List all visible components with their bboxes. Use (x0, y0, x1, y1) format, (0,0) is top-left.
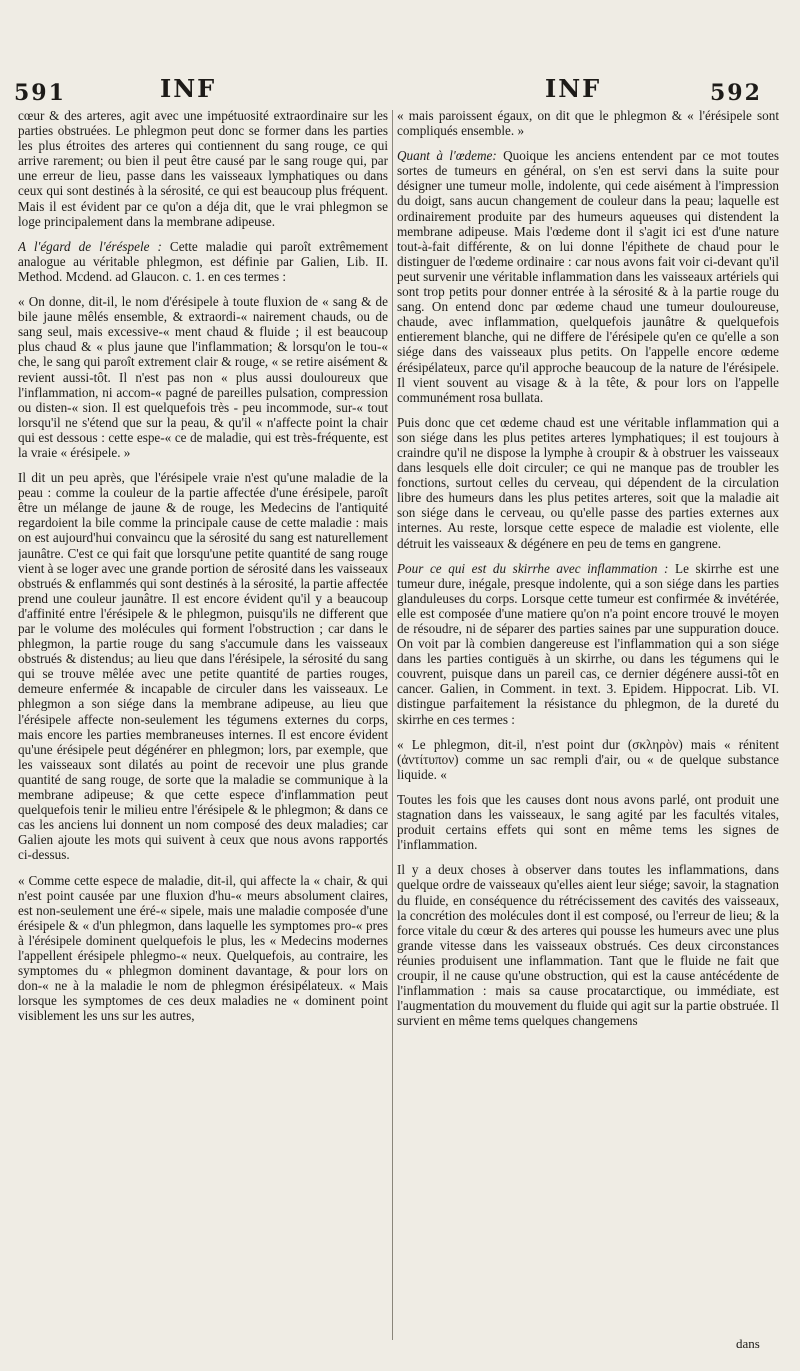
paragraph-lead: Pour ce qui est du skirrhe avec inflammation : (397, 560, 669, 576)
page-number-right: 592 (710, 80, 762, 106)
quotation: « Comme cette espece de maladie, dit-il, qui affecte la « chair, & qui n'est point causée par une fluxion d'hu-« meurs absolument claires, est non-seulement une éré-« sipele, mais une maladie composée d'une érésipele & « d'un phlegmon, dans laquelle les symptomes pro-« pres à l'érésipele dominent quelquefois le plus, les « Medecins modernes l'appellent érésipele phlegmo-« neux. Quelquefois, au contraire, les symptomes du « phlegmon dominent davantage, & pour lors on don-« ne à la maladie le nom de phlegmon érésipélateux. « Mais lorsque les symptomes de ces deux maladies ne « dominent point visiblement les uns sur les autres, (18, 872, 388, 1024)
page-number-left: 591 (14, 80, 66, 106)
quotation: « mais paroissent égaux, on dit que le phlegmon & « l'érésipele sont compliqués ensemble. » (397, 108, 779, 139)
paragraph-lead: A l'égard de l'éréspele : (18, 238, 162, 254)
catchword: dans (736, 1336, 760, 1351)
paragraph: Puis donc que cet œdeme chaud est une véritable inflammation qui a son siége dans les plus petites arteres lymphatiques; il est toujours à craindre qu'il ne dispose la lymphe à croupir & à obstruer les vaisseaux dans lesquels elle doit circuler; ce qui ne manque pas de troubler les fonctions, surtout celles du cerveau, qui dépendent de la circulation libre des humeurs dans les plus petites arteres, soit que la maladie ait son siége dans le cerveau, ou qu'elle passe des parties externes aux internes. Au reste, lorsque cette espece de maladie est violente, elle détruit les vaisseaux & dégénere en peu de tems en gangrene. (397, 414, 779, 551)
paragraph: Il dit un peu après, que l'érésipele vraie n'est qu'une maladie de la peau : comme la couleur de la partie affectée d'une érésipele, paroît être un mélange de jaune & de rouge, les Medecins de l'antiquité regardoient la bile comme la principale cause de cette maladie : mais on est aujourd'hui convaincu que la sérosité du sang est naturellement jaunâtre. C'est ce qui fait que lorsqu'une petite quantité de sang rouge vient à se loger avec une grande portion de sérosité dans les vaisseaux obstrués & enflammés qui sont destinés à la sérosité, la partie affectée prend une couleur jaunâtre. Il est encore évident qu'il y a beaucoup d'affinité entre l'érésipele & le phlegmon, puisqu'ils ne different que par le volume des molécules qui forment l'obstruction ; car dans le phlegmon, la partie rouge du sang s'accumule dans les vaisseaux obstrués & distendus; au lieu que dans l'érésipele, la sérosité du sang qui se trouve mêlée avec une petite quantité de parties rouges, demeure enfermée & incapable de circuler dans les vaisseaux. Le phlegmon a son siége dans la membrane adipeuse, au lieu que l'érésipele affecte non-seulement les tégumens externes du corps, mais encore les parties membraneuses internes. Il est encore évident qu'une érésipele peut dégénérer en phlegmon; lors, par exemple, que les vaisseaux sont dilatés au point de recevoir une plus grande quantité de sang rouge, de sorte que la maladie se communique à la membrane adipeuse; & que cette espece d'inflammation peut quelquefois tenir le milieu entre l'érésipele & le phlegmon; & dans ce cas les anciens lui donnent un nom composé des deux maladies; car Galien ajoute les mots qui suivent à ceux que nous avons rapportés ci-dessus. (18, 470, 388, 863)
running-header (0, 74, 800, 104)
paragraph: Pour ce qui est du skirrhe avec inflammation : Le skirrhe est une tumeur dure, inégale, presque indolente, qui a son siége dans les parties glanduleuses du corps. Lorsque cette tumeur est confirmée & invétérée, elle est composée d'une matiere qu'on n'a point encore trouvé le moyen de résoudre, ni de séparer des parties saines par une suppuration douce. On voit par là combien dangereuse est l'inflammation qui a son siége dans les parties contiguës à un skirrhe, ou dans les tégumens qui le couvrent, puisque dans un pareil cas, ce dernier dégénere aussi-tôt en cancer. Galien, in Comment. in text. 3. Epidem. Hippocrat. Lib. VI. distingue parfaitement la résistance du phlegmon, de la dureté du skirrhe en ces termes : (397, 560, 779, 727)
paragraph-lead: Quant à l'œdeme: (397, 148, 497, 164)
quotation: « On donne, dit-il, le nom d'érésipele à toute fluxion de « sang & de bile jaune mêlés ensemble, & extraordi-« nairement chauds, ou de sang seul, mais excessive-« ment chaud & fluide ; il est beaucoup plus chaud & « plus jaune que l'inflammation; & lorsqu'on le tou-« che, le sang qui paroît extrement clair & rouge, « se retire aisément & revient aussi-tôt. Il n'est pas non « plus aussi douloureux que l'inflammation, ni accom-« pagné de pareilles pulsation, compression ou disten-« sion. Il est quelquefois très - peu incommode, sur-« tout lorsqu'il ne s'étend que sur la peau, & qu'il « n'affecte point la chair qui est dessous : cette espe-« ce de maladie, qui est très-fréquente, est la vraie « érésipele. » (18, 294, 388, 460)
column-divider (392, 110, 393, 1340)
running-head-left: INF (160, 74, 217, 103)
quotation: « Le phlegmon, dit-il, n'est point dur (σκληρὸν) mais « rénitent (ἀντίτυπον) comme un sac rempli d'air, ou « de quelque substance liquide. « (397, 736, 779, 782)
left-column (18, 108, 388, 1363)
paragraph: Toutes les fois que les causes dont nous avons parlé, ont produit une stagnation dans les vaisseaux, le sang agité par les facultés vitales, produit certains effets qui sont en même tems les signes de l'inflammation. (397, 791, 779, 853)
paragraph: A l'égard de l'éréspele : Cette maladie qui paroît extrêmement analogue au véritable phlegmon, est définie par Galien, Lib. II. Method. Mcdend. ad Glaucon. c. 1. en ces termes : (18, 238, 388, 284)
paragraph: Quant à l'œdeme: Quoique les anciens entendent par ce mot toutes sortes de tumeurs en général, on s'en est servi dans la suite pour désigner une tumeur molle, indolente, qui cede aisément à l'impression du doigt, sans aucun changement de couleur dans la peau; laquelle est ordinairement produite par des humeurs aqueuses qui distendent la membrane adipeuse. Mais l'œdeme dont il s'agit ici est d'une nature tout-à-fait différente, & on lui donne l'épithete de chaud pour le distinguer de l'œdeme ordinaire : car nous avons fait voir ci-devant qu'il peut survenir une véritable inflammation dans les vaisseaux artériels qui sont trop petits pour donner entrée à la sérosité & à la partie rouge du sang. On entend donc par œdeme chaud une tumeur douloureuse, chaude, avec inflammation, quelquefois jaunâtre & quelquefois entierement blanche, qui ne differe de l'érésipele qu'en ce qu'elle a son siége dans des vaisseaux plus petits. On l'appelle encore œdeme érésipélateux, parce qu'il approche beaucoup de la nature de l'érésipele. Il vient souvent au visage & à la tête, & pour lors on l'appelle communément rosa bullata. (397, 148, 779, 405)
right-column (397, 108, 779, 1363)
paragraph: Il y a deux choses à observer dans toutes les inflammations, dans quelque ordre de vaisseaux qu'elles aient leur siége; savoir, la stagnation du fluide, en conséquence du rétrécissement des cavités des vaisseaux, la concrétion des molécules dont il est composé, ou l'erreur de lieu; & la force vitale du cœur & des arteres qui pousse les humeurs avec une plus grande vitesse dans les vaisseaux obstrués. Ces deux circonstances réunies produisent une inflammation. Tant que le fluide ne fait que croupir, il ne cause qu'une obstruction, qui est la cause antécédente de l'inflammation : mais sa cause procatarctique, ou immédiate, est l'augmentation du mouvement du fluide qui agit sur la partie obstruée. Il survient en même tems quelques changemens (397, 862, 779, 1029)
running-head-right: INF (545, 74, 602, 103)
paragraph: cœur & des arteres, agit avec une impétuosité extraordinaire sur les parties obstruées. Le phlegmon peut donc se former dans les parties les plus étroites des arteres qui contiennent du sang rouge, ce qui arrive rarement; ou bien il peut être causé par le sang rouge qui, par une erreur de lieu, passe dans les vaisseaux lymphatiques ou dans ceux qui sont destinés à la sérosité, ce qui est beaucoup plus fréquent. Mais il est évident par ce qu'on a déja dit, que le vrai phlegmon se loge principalement dans la membrane adipeuse. (18, 108, 388, 229)
